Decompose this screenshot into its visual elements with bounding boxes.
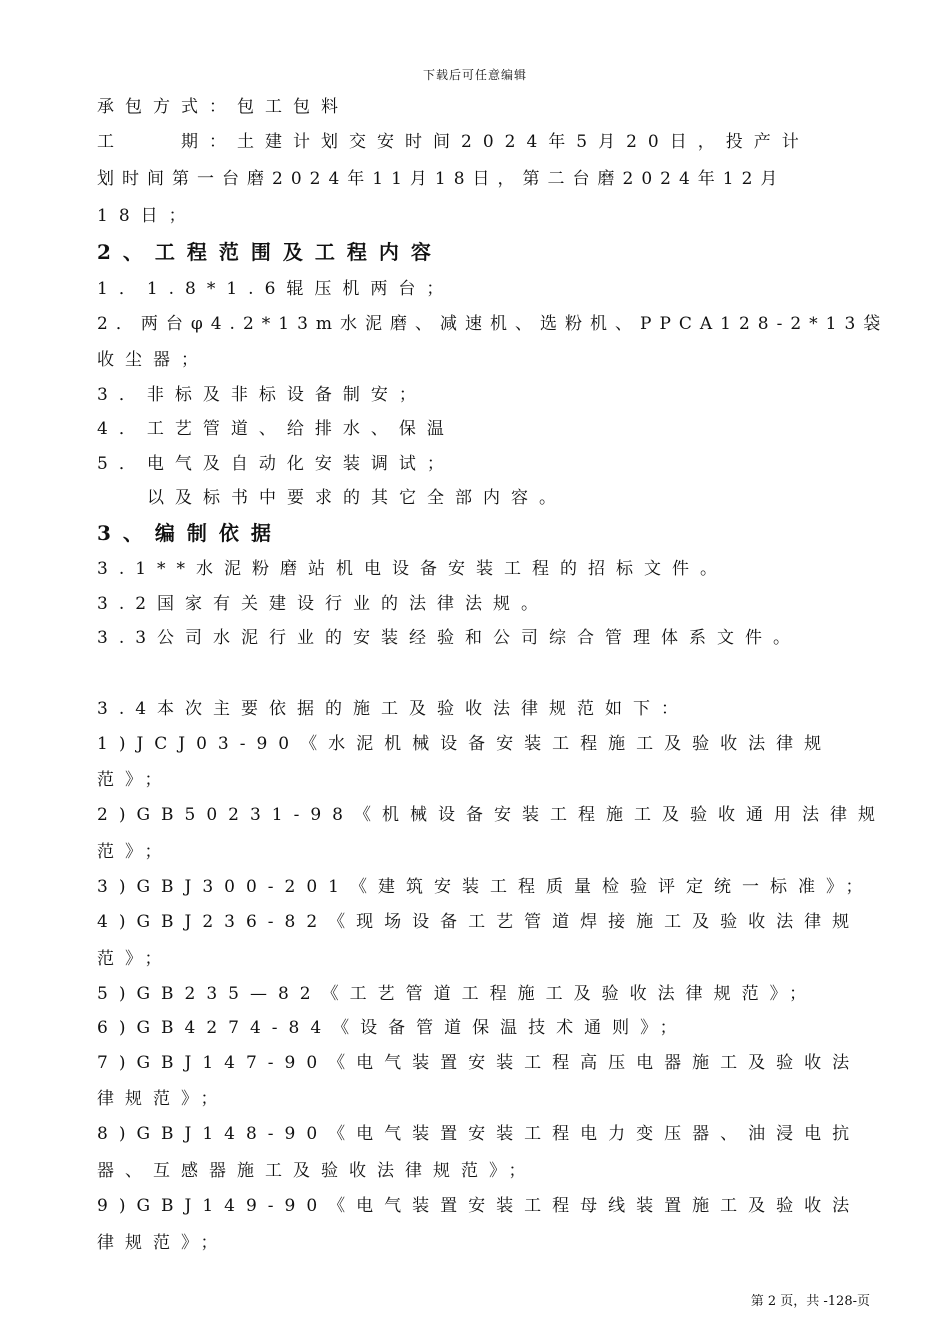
scope-item-1: 1．1.8*1.6辊压机两台； — [97, 279, 455, 299]
scope-item-3: 3．非标及非标设备制安； — [97, 385, 427, 405]
regulation-8-cont: 器、互感器施工及验收法律规范》； — [97, 1161, 537, 1181]
scope-item-2: 2．两台φ4.2*13m水泥磨、减速机、选粉机、PPCA128-2*13袋 — [97, 314, 889, 334]
regulation-9-cont: 律规范》； — [97, 1233, 229, 1253]
regulation-4: 4)GBJ236-82《现场设备工艺管道焊接施工及验收法律规 — [97, 912, 861, 932]
regulation-1-cont: 范》； — [97, 770, 173, 790]
regulation-9: 9)GBJ149-90《电气装置安装工程母线装置施工及验收法 — [97, 1196, 861, 1216]
regulation-7-cont: 律规范》； — [97, 1089, 229, 1109]
basis-3-2: 3.2国家有关建设行业的法律法规。 — [97, 594, 550, 614]
regulation-4-cont: 范》； — [97, 949, 173, 969]
regulation-3: 3)GBJ300-201《建筑安装工程质量检验评定统一标准》； — [97, 877, 874, 897]
scope-item-5: 5．电气及自动化安装调试； — [97, 454, 455, 474]
page-header: 下载后可任意编辑 — [422, 68, 527, 82]
period-line-1: 工 期：土建计划交安时间2024年5月20日，投产计 — [97, 132, 810, 152]
regulation-1: 1)JCJ03-90《水泥机械设备安装工程施工及验收法律规 — [97, 734, 833, 754]
section-heading-2: 2、工程范围及工程内容 — [97, 240, 443, 264]
basis-3-3: 3.3公司水泥行业的安装经验和公司综合管理体系文件。 — [97, 628, 802, 648]
regulation-6: 6)GB4274-84《设备管道保温技术通则》； — [97, 1018, 688, 1038]
basis-3-1: 3.1**水泥粉磨站机电设备安装工程的招标文件。 — [97, 559, 729, 579]
period-line-3: 18日； — [97, 206, 197, 226]
regulation-2-cont: 范》； — [97, 842, 173, 862]
page-footer: 第 2 页，共 -128-页 — [750, 1294, 870, 1309]
regulation-2: 2)GB50231-98《机械设备安装工程施工及验收通用法律规 — [97, 805, 886, 825]
section-heading-3: 3、编制依据 — [97, 521, 283, 545]
regulation-7: 7)GBJ147-90《电气装置安装工程高压电器施工及验收法 — [97, 1053, 861, 1073]
contract-mode-line: 承包方式：包工包料 — [97, 97, 349, 117]
basis-3-4: 3.4本次主要依据的施工及验收法律规范如下： — [97, 699, 690, 719]
scope-item-2-cont: 收尘器； — [97, 350, 209, 370]
regulation-5: 5)GB235—82《工艺管道工程施工及验收法律规范》； — [97, 984, 818, 1004]
scope-item-4: 4．工艺管道、给排水、保温 — [97, 419, 455, 439]
period-line-2: 划时间第一台磨2024年11月18日，第二台磨2024年12月 — [97, 169, 786, 189]
regulation-8: 8)GBJ148-90《电气装置安装工程电力变压器、油浸电抗 — [97, 1124, 861, 1144]
scope-item-6: 以及标书中要求的其它全部内容。 — [147, 488, 567, 508]
